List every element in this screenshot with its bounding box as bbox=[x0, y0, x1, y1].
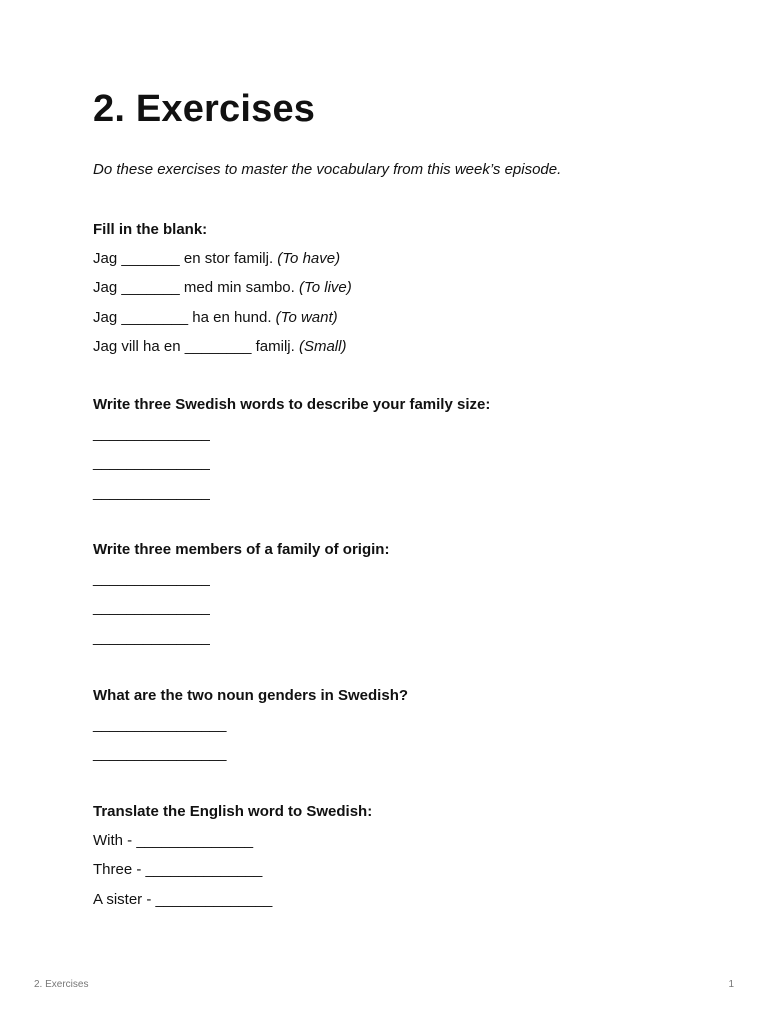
exercise-text: Jag vill ha en ________ familj. bbox=[93, 337, 299, 355]
page-title: 2. Exercises bbox=[93, 88, 316, 130]
exercise-hint: (To have) bbox=[277, 250, 341, 267]
exercise-text: Jag ________ ha en hund. bbox=[93, 308, 276, 326]
family-size-section bbox=[93, 395, 693, 512]
page-number: 1 bbox=[728, 979, 734, 990]
exercise-line bbox=[93, 278, 693, 307]
translate-item: A sister - ______________ bbox=[93, 890, 273, 908]
answer-blank: ______________ bbox=[93, 454, 210, 472]
answer-blank: ________________ bbox=[93, 716, 227, 733]
noun-genders-section bbox=[93, 686, 693, 774]
section-heading: Fill in the blank: bbox=[93, 221, 208, 238]
section-heading: Translate the English word to Swedish: bbox=[93, 803, 373, 820]
translate-section bbox=[93, 802, 693, 919]
answer-blank: ______________ bbox=[93, 483, 210, 501]
section-heading: Write three Swedish words to describe your family size: bbox=[93, 396, 491, 413]
fill-in-blank-section bbox=[93, 220, 693, 366]
exercise-line bbox=[93, 308, 693, 337]
translate-item: With - ______________ bbox=[93, 832, 254, 849]
answer-blank: ______________ bbox=[93, 425, 210, 442]
translate-item: Three - ______________ bbox=[93, 861, 263, 879]
family-origin-section bbox=[93, 540, 693, 657]
exercise-text: Jag _______ en stor familj. bbox=[93, 250, 278, 267]
exercise-hint: (Small) bbox=[298, 337, 347, 355]
exercise-hint: (To want) bbox=[275, 308, 338, 326]
answer-blank: ______________ bbox=[93, 599, 210, 617]
intro-text: Do these exercises to master the vocabulary from this week’s episode. bbox=[93, 161, 562, 178]
answer-blank: ______________ bbox=[93, 570, 210, 587]
footer-section-label: 2. Exercises bbox=[34, 979, 89, 990]
answer-blank: ________________ bbox=[93, 745, 227, 763]
exercise-text: Jag _______ med min sambo. bbox=[93, 279, 299, 297]
exercise-hint: (To live) bbox=[298, 279, 352, 297]
section-heading: What are the two noun genders in Swedish? bbox=[93, 687, 409, 704]
exercise-line bbox=[93, 337, 693, 366]
exercise-line bbox=[93, 249, 693, 278]
answer-blank: ______________ bbox=[93, 628, 210, 646]
section-heading: Write three members of a family of origin: bbox=[93, 541, 390, 558]
